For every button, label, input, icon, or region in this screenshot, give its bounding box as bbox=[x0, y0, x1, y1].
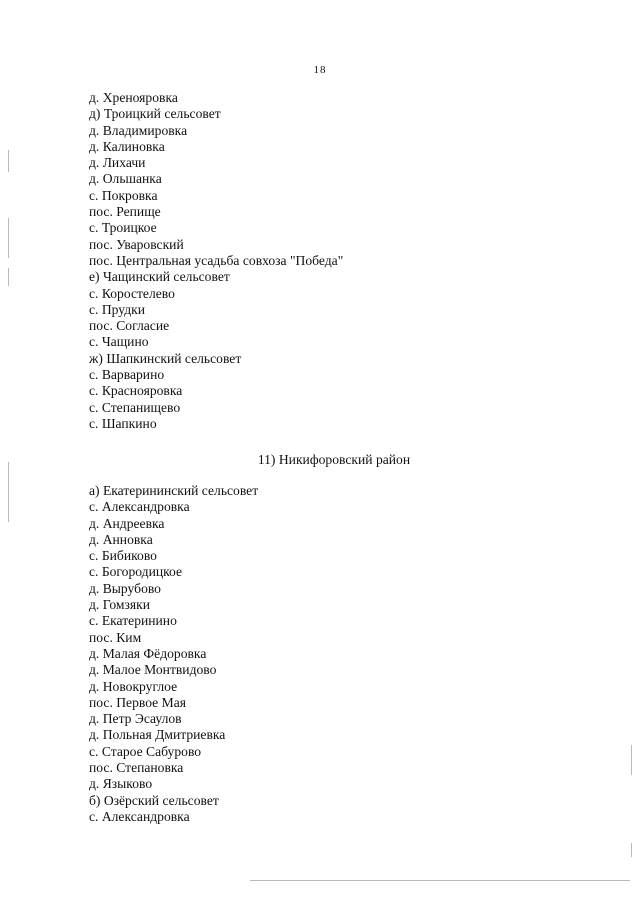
scan-mark bbox=[8, 218, 9, 258]
settlement-item: с. Бибиково bbox=[89, 548, 157, 564]
scan-mark bbox=[631, 843, 632, 857]
settlement-item: с. Богородицкое bbox=[89, 564, 183, 580]
settlement-item: д. Хренояровка bbox=[89, 90, 178, 105]
settlement-item: д. Польная Дмитриевка bbox=[89, 727, 226, 743]
settlement-item: ж) Шапкинский сельсовет bbox=[89, 350, 242, 366]
settlement-item: е) Чащинский сельсовет bbox=[89, 269, 230, 285]
settlement-list-bottom bbox=[89, 483, 258, 825]
scan-mark bbox=[8, 268, 9, 286]
settlement-item: д. Анновка bbox=[89, 531, 153, 547]
settlement-item: пос. Степановка bbox=[89, 760, 184, 776]
settlement-item: д. Петр Эсаулов bbox=[89, 711, 182, 727]
settlement-item: с. Александровка bbox=[89, 808, 190, 824]
settlement-item: пос. Репище bbox=[89, 204, 161, 220]
scan-mark bbox=[8, 462, 9, 522]
scan-mark bbox=[250, 880, 630, 881]
settlement-item: с. Шапкино bbox=[89, 415, 157, 431]
settlement-item: с. Варварино bbox=[89, 367, 165, 383]
settlement-item: а) Екатерининский сельсовет bbox=[89, 483, 259, 498]
settlement-item: с. Чащино bbox=[89, 334, 149, 350]
settlement-item: с. Александровка bbox=[89, 499, 190, 515]
settlement-item: с. Троицкое bbox=[89, 220, 157, 236]
settlement-item: д. Калиновка bbox=[89, 138, 165, 154]
settlement-item: б) Озёрский сельсовет bbox=[89, 792, 219, 808]
settlement-item: с. Коростелево bbox=[89, 285, 175, 301]
settlement-list-top bbox=[89, 90, 343, 432]
settlement-item: пос. Первое Мая bbox=[89, 694, 186, 710]
settlement-item: пос. Уваровский bbox=[89, 236, 184, 252]
settlement-item: пос. Согласие bbox=[89, 318, 170, 334]
settlement-item: д. Малое Монтвидово bbox=[89, 662, 217, 678]
scan-mark bbox=[8, 150, 9, 172]
scan-mark bbox=[631, 745, 632, 775]
settlement-item: д. Малая Фёдоровка bbox=[89, 645, 207, 661]
settlement-item: с. Краснояровка bbox=[89, 383, 183, 399]
settlement-item: д) Троицкий сельсовет bbox=[89, 106, 221, 122]
settlement-item: с. Старое Сабурово bbox=[89, 743, 202, 759]
settlement-item: д. Вырубово bbox=[89, 580, 161, 596]
settlement-item: д. Владимировка bbox=[89, 122, 188, 138]
settlement-item: д. Андреевка bbox=[89, 515, 165, 531]
settlement-item: с. Прудки bbox=[89, 301, 146, 317]
settlement-item: д. Новокруглое bbox=[89, 678, 178, 694]
settlement-item: с. Екатеринино bbox=[89, 613, 177, 629]
page-number: 18 bbox=[313, 64, 327, 76]
settlement-item: пос. Центральная усадьба совхоза "Победа" bbox=[89, 252, 344, 268]
settlement-item: пос. Ким bbox=[89, 629, 142, 645]
settlement-item: с. Степанищево bbox=[89, 399, 181, 415]
settlement-item: д. Языково bbox=[89, 776, 153, 792]
settlement-item: с. Покровка bbox=[89, 187, 158, 203]
settlement-item: д. Гомзяки bbox=[89, 597, 151, 613]
settlement-item: д. Лихачи bbox=[89, 155, 146, 171]
section-heading: 11) Никифоровский район bbox=[257, 452, 411, 467]
settlement-item: д. Ольшанка bbox=[89, 171, 162, 187]
